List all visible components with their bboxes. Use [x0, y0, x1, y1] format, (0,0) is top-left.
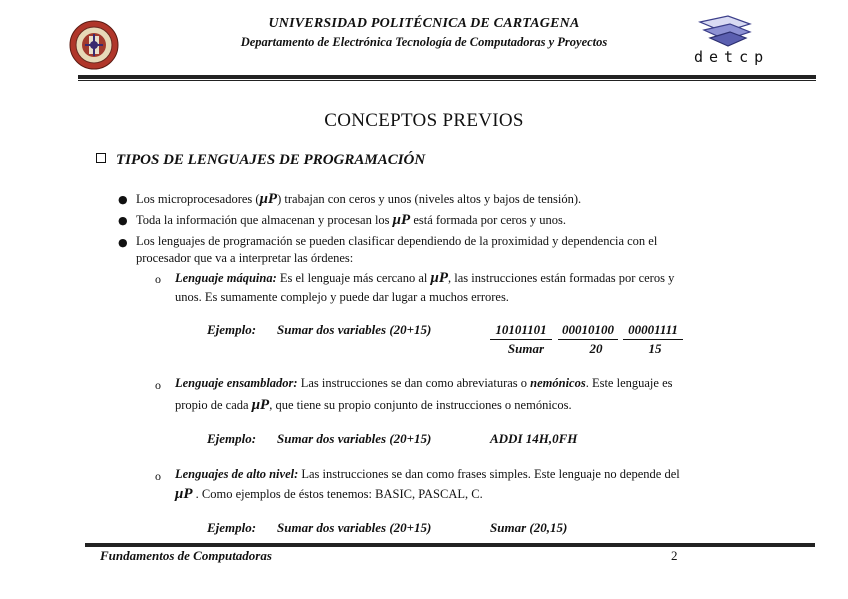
page-title: CONCEPTOS PREVIOS — [324, 110, 524, 131]
sub-2-line-1 — [175, 376, 672, 391]
sub-1-term: Lenguaje máquina: — [175, 271, 277, 285]
bullet-1-text-a: Los microprocesadores ( — [136, 192, 260, 206]
sub-2-text-d: , que tiene su propio conjunto de instrucciones o nemónicos. — [269, 398, 572, 412]
sub-bullet-circle-icon: o — [155, 469, 161, 483]
header-rule-thin — [78, 80, 816, 81]
detcp-logo-graphic — [688, 12, 762, 52]
sub-2-text-c: propio de cada — [175, 398, 252, 412]
example-2-code: ADDI 14H,0FH — [490, 431, 578, 446]
bullet-3-line-1: Los lenguajes de programación se pueden clasificar dependiendo de la proximidad y dependencia con el — [136, 234, 658, 248]
checkbox-square-icon — [96, 153, 106, 163]
bullet-1-text-b: ) trabajan con ceros y unos (niveles altos y bajos de tensión). — [277, 192, 582, 206]
mu-symbol: μP — [259, 191, 278, 207]
example-1-code-2: 00001111 — [623, 322, 683, 340]
sub-3-line-2 — [175, 486, 483, 503]
university-name: UNIVERSIDAD POLITÉCNICA DE CARTAGENA — [268, 16, 580, 31]
footer-rule — [85, 543, 815, 547]
sub-3-line-1 — [175, 467, 680, 482]
example-3-task: Sumar dos variables (20+15) — [277, 520, 432, 535]
bullet-dot-icon: ● — [118, 193, 128, 206]
sub-2-text-b: . Este lenguaje es — [585, 376, 673, 390]
sub-2-term: Lenguaje ensamblador: — [175, 376, 298, 390]
section-heading — [96, 152, 425, 169]
bullet-2-text-a: Toda la información que almacenan y procesan los — [136, 213, 393, 227]
sub-3-text-a: Las instrucciones se dan como frases simples. Este lenguaje no depende del — [298, 467, 680, 481]
bullet-1 — [136, 191, 581, 208]
sub-bullet-circle-icon: o — [155, 378, 161, 392]
footer-course: Fundamentos de Computadoras — [100, 548, 272, 563]
mu-symbol: μP — [251, 397, 270, 413]
bullet-3-line-2: procesador que va a interpretar las órdenes: — [136, 251, 354, 265]
example-1-meaning-1: 20 — [589, 341, 603, 356]
sub-2-text-a: Las instrucciones se dan como abreviaturas o — [297, 376, 531, 390]
mu-symbol: μP — [175, 486, 193, 502]
example-1-code-0: 10101101 — [490, 322, 552, 340]
example-1-code-1: 00010100 — [558, 322, 618, 340]
bullet-dot-icon: ● — [118, 236, 128, 249]
department-name: Departamento de Electrónica Tecnología de Computadoras y Proyectos — [240, 35, 608, 49]
example-1-meaning-2: 15 — [648, 341, 662, 356]
sub-1-line-1 — [175, 270, 674, 287]
example-3-label: Ejemplo: — [207, 520, 257, 535]
example-3-code: Sumar (20,15) — [490, 520, 568, 535]
mu-symbol: μP — [392, 212, 411, 228]
example-2-label: Ejemplo: — [207, 431, 257, 446]
sub-1-text-b: , las instrucciones están formadas por ceros y — [448, 271, 675, 285]
page-header — [0, 0, 848, 80]
sub-1-text-a: Es el lenguaje más cercano al — [276, 271, 431, 285]
section-title: TIPOS DE LENGUAJES DE PROGRAMACIÓN — [116, 152, 426, 168]
example-1-task: Sumar dos variables (20+15) — [277, 322, 432, 337]
header-rule — [78, 75, 816, 79]
sub-2-line-2 — [175, 397, 572, 414]
page-number: 2 — [671, 548, 678, 563]
sub-1-line-2: unos. Es sumamente complejo y puede dar lugar a muchos errores. — [175, 290, 509, 304]
bullet-2 — [136, 212, 566, 229]
example-2-task: Sumar dos variables (20+15) — [277, 431, 432, 446]
sub-bullet-circle-icon: o — [155, 272, 161, 286]
sub-3-text-b: . Como ejemplos de éstos tenemos: BASIC, PASCAL, C. — [192, 487, 483, 501]
mu-symbol: μP — [430, 270, 449, 286]
example-1-meaning-0: Sumar — [507, 341, 545, 356]
detcp-logo-text: detcp — [694, 48, 770, 66]
bullet-dot-icon: ● — [118, 214, 128, 227]
detcp-logo — [688, 12, 770, 70]
sub-3-term: Lenguajes de alto nivel: — [175, 467, 299, 481]
example-1-label: Ejemplo: — [207, 322, 257, 337]
sub-2-nemonicos: nemónicos — [530, 376, 586, 390]
bullet-2-text-b: está formada por ceros y unos. — [410, 213, 567, 227]
